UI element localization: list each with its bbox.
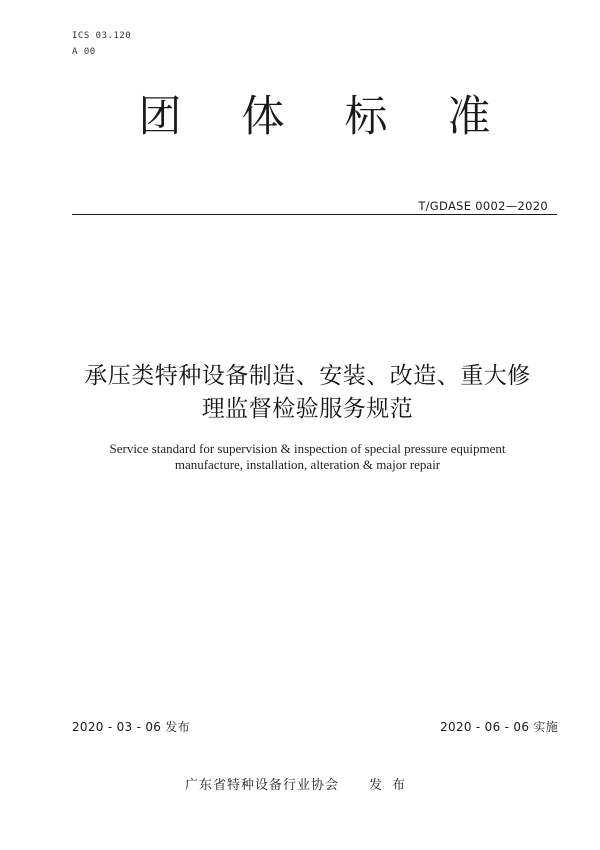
publisher-line [0, 774, 600, 793]
publisher-organization: 广东省特种设备行业协会 [184, 778, 339, 793]
classification-code: A 00 [72, 47, 96, 57]
chinese-title [40, 360, 575, 426]
ics-code: ICS 03.120 [72, 31, 132, 41]
english-title-line-1: Service standard for supervision & inspection of special pressure equipment [109, 441, 506, 456]
english-title-line-2: manufacture, installation, alteration & major repair [174, 457, 441, 472]
issue-date: 2020 - 03 - 06 发布 [72, 720, 190, 734]
chinese-title-line-1: 承压类特种设备制造、安装、改造、重大修 [84, 363, 531, 389]
implementation-date: 2020 - 06 - 06 实施 [440, 720, 558, 734]
publish-label: 发布 [369, 778, 416, 793]
document-type-heading: 团体标准 [138, 92, 551, 142]
chinese-title-line-2: 理监督检验服务规范 [201, 396, 414, 422]
standard-number: T/GDASE 0002—2020 [418, 199, 548, 213]
header-divider [72, 214, 557, 215]
english-title [40, 441, 575, 473]
